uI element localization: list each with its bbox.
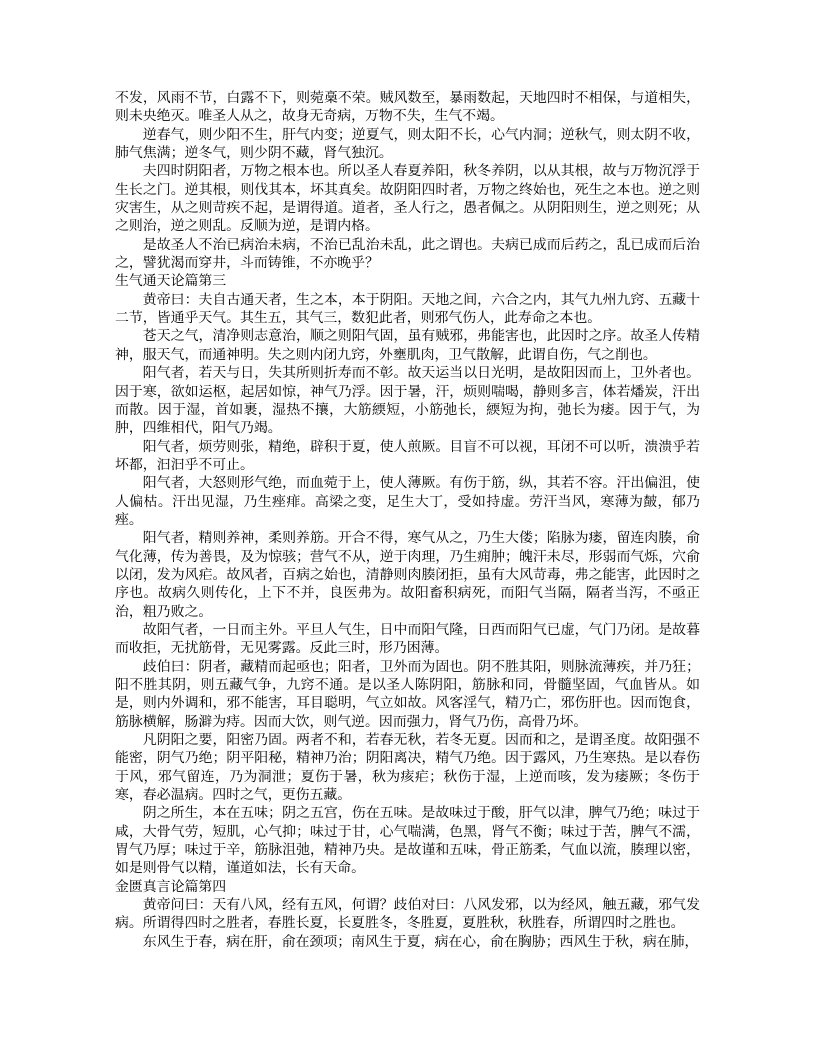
body-paragraph: 凡阴阳之要，阳密乃固。两者不和，若春无秋，若冬无夏。因而和之，是谓圣度。故阳强不能密，阴气乃绝；阴平阳秘，精神乃治；阴阳离决，精气乃绝。因于露风，乃生寒热。是以春伤于风，邪气留连，乃为洞泄；夏伤于暑，秋为痎疟；秋伤于湿，上逆而咳，发为痿厥；冬伤于寒，春必温病。四时之气，更伤五藏。 <box>115 733 700 804</box>
body-paragraph: 歧伯曰：阴者，藏精而起亟也；阳者，卫外而为固也。阴不胜其阳，则脉流薄疾，并乃狂；阳不胜其阴，则五藏气争，九窍不通。是以圣人陈阴阳，筋脉和同，骨髓坚固，气血皆从。如是，则内外调和，邪不能害，耳目聪明，气立如故。风客淫气，精乃亡，邪伤肝也。因而饱食，筋脉横解，肠澼为痔。因而大饮，则气逆。因而强力，肾气乃伤，高骨乃坏。 <box>115 659 700 730</box>
body-paragraph: 阴之所生，本在五味；阴之五宫，伤在五味。是故味过于酸，肝气以津，脾气乃绝；味过于咸，大骨气劳，短肌，心气抑；味过于甘，心气喘满，色黑，肾气不衡；味过于苦，脾气不濡，胃气乃厚；味过于辛，筋脉沮弛，精神乃央。是故谨和五味，骨正筋柔，气血以流，腠理以密，如是则骨气以精，谨道如法，长有天命。 <box>115 806 700 877</box>
body-paragraph: 阳气者，若天与日，失其所则折寿而不彰。故天运当以日光明，是故阳因而上，卫外者也。因于寒，欲如运枢，起居如惊，神气乃浮。因于暑，汗，烦则喘喝，静则多言，体若燔炭，汗出而散。因于湿，首如裹，湿热不攘，大筋緛短，小筋弛长，緛短为拘，弛长为痿。因于气，为肿，四维相代，阳气乃竭。 <box>115 366 700 437</box>
body-paragraph: 黄帝曰：夫自古通天者，生之本，本于阴阳。天地之间，六合之内，其气九州九窍、五藏十二节，皆通乎天气。其生五，其气三，数犯此者，则邪气伤人，此寿命之本也。 <box>115 292 700 327</box>
body-paragraph: 故阳气者，一日而主外。平旦人气生，日中而阳气隆，日西而阳气已虚，气门乃闭。是故暮而收拒，无扰筋骨，无见雾露。反此三时，形乃困薄。 <box>115 622 700 657</box>
section-heading: 金匮真言论篇第四 <box>115 879 227 895</box>
body-paragraph: 不发，风雨不节，白露不下，则菀槀不荣。贼风数至，暴雨数起，天地四时不相保，与道相失，则未央绝灭。唯圣人从之，故身无奇病，万物不失，生气不竭。 <box>115 91 700 125</box>
document-body <box>115 90 700 952</box>
body-paragraph: 黄帝问曰：天有八风，经有五风，何谓？歧伯对曰：八风发邪，以为经风，触五藏，邪气发病。所谓得四时之胜者，春胜长夏，长夏胜冬，冬胜夏，夏胜秋，秋胜春，所谓四时之胜也。 <box>115 898 700 932</box>
section-heading: 生气通天论篇第三 <box>115 274 227 290</box>
body-paragraph: 阳气者，烦劳则张，精绝，辟积于夏，使人煎厥。目盲不可以视，耳闭不可以听，溃溃乎若坏都，汩汩乎不可止。 <box>115 439 700 473</box>
body-paragraph: 夫四时阴阳者，万物之根本也。所以圣人春夏养阳，秋冬养阴，以从其根，故与万物沉浮于生长之门。逆其根，则伐其本，坏其真矣。故阴阳四时者，万物之终始也，死生之本也。逆之则灾害生，从之则苛疾不起，是谓得道。道者，圣人行之，愚者佩之。从阴阳则生，逆之则死；从之则治，逆之则乱。反顺为逆，是谓内格。 <box>115 164 700 235</box>
body-paragraph: 逆春气，则少阳不生，肝气内变；逆夏气，则太阳不长，心气内洞；逆秋气，则太阴不收，肺气焦满；逆冬气，则少阴不藏，肾气独沉。 <box>115 127 700 162</box>
body-paragraph: 阳气者，精则养神，柔则养筋。开合不得，寒气从之，乃生大偻；陷脉为瘘，留连肉腠，俞气化薄，传为善畏，及为惊骇；营气不从，逆于肉理，乃生痈肿；魄汗未尽，形弱而气烁，穴俞以闭，发为风疟。故风者，百病之始也，清静则肉腠闭拒，虽有大风苛毒，弗之能害，此因时之序也。故病久则传化，上下不并，良医弗为。故阳畜积病死，而阳气当隔，隔者当泻，不亟正治，粗乃败之。 <box>115 531 700 620</box>
body-paragraph: 东风生于春，病在肝，俞在颈项；南风生于夏，病在心，俞在胸胁；西风生于秋，病在肺， <box>142 934 699 950</box>
body-paragraph: 苍天之气，清净则志意治，顺之则阳气固，虽有贼邪，弗能害也，此因时之序。故圣人传精神，服天气，而通神明。失之则内闭九窍，外壅肌肉，卫气散解，此谓自伤，气之削也。 <box>115 329 700 363</box>
body-paragraph: 是故圣人不治已病治未病，不治已乱治未乱，此之谓也。夫病已成而后药之，乱已成而后治之，譬犹渴而穿井，斗而铸锥，不亦晚乎？ <box>115 237 700 272</box>
body-paragraph: 阳气者，大怒则形气绝，而血菀于上，使人薄厥。有伤于筋，纵，其若不容。汗出偏沮，使人偏枯。汗出见湿，乃生痤痱。高梁之变，足生大丁，受如持虚。劳汗当风，寒薄为皶，郁乃痤。 <box>115 476 700 528</box>
